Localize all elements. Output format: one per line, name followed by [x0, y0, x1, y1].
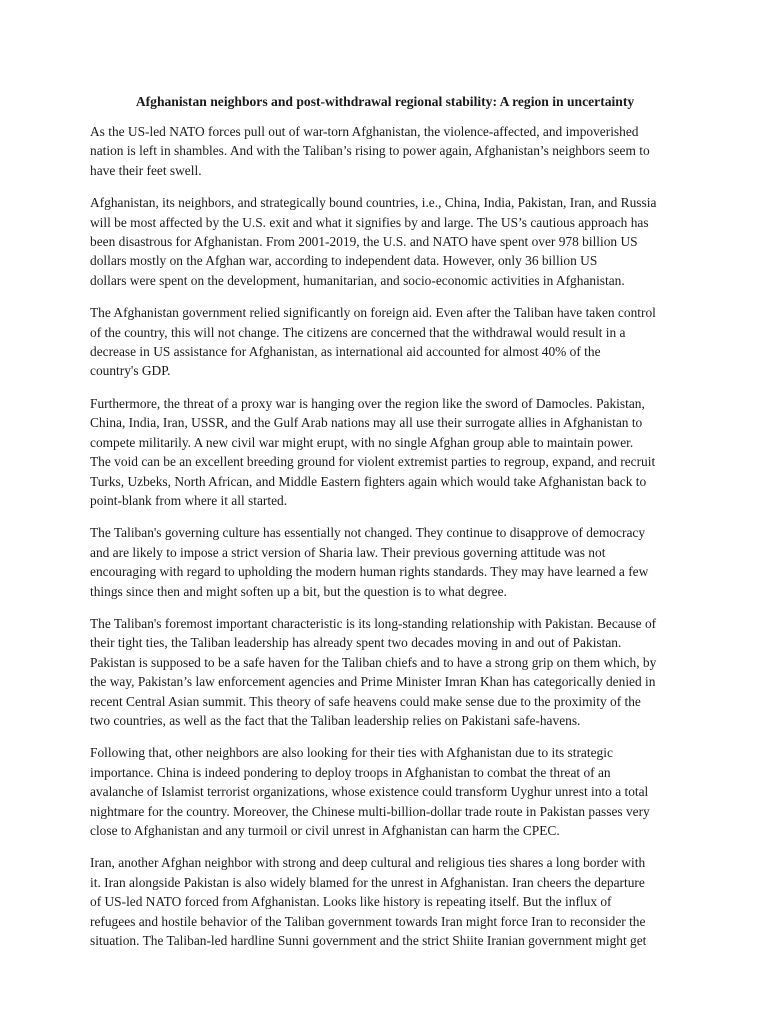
paragraph-8	[90, 853, 680, 950]
document-title: Afghanistan neighbors and post-withdrawal regional stability: A region in uncertainty	[135, 94, 635, 109]
text-line: The void can be an excellent breeding ground for violent extremist parties to regroup, expand, and recruit	[90, 454, 656, 470]
text-line: The Taliban's foremost important characteristic is its long-standing relationship with Pakistan. Because of	[90, 615, 657, 631]
text-line: decrease in US assistance for Afghanistan, as international aid accounted for almost 40% of the	[90, 344, 601, 360]
text-line: it. Iran alongside Pakistan is also widely blamed for the unrest in Afghanistan. Iran cheers the departure	[90, 874, 645, 890]
text-line: close to Afghanistan and any turmoil or civil unrest in Afghanistan can harm the CPEC.	[90, 823, 560, 838]
text-line: Pakistan is supposed to be a safe haven for the Taliban chiefs and to have a strong grip on them which, by	[90, 654, 657, 670]
text-line: Following that, other neighbors are also looking for their ties with Afghanistan due to its strategic	[90, 745, 613, 761]
text-line: The Taliban's governing culture has essentially not changed. They continue to disapprove of democracy	[90, 525, 646, 541]
paragraph-7	[90, 743, 680, 840]
text-line: China, India, Iran, USSR, and the Gulf Arab nations may all use their surrogate allies in Afghanistan to	[90, 415, 643, 431]
paragraph-2	[90, 193, 680, 290]
text-line: two countries, as well as the fact that the Taliban leadership relies on Pakistani safe-havens.	[90, 712, 581, 728]
text-line: country's GDP.	[90, 363, 171, 379]
text-line: of the country, this will not change. The citizens are concerned that the withdrawal would result in a	[90, 324, 626, 340]
text-line: compete militarily. A new civil war might erupt, with no single Afghan group able to maintain power.	[90, 434, 634, 450]
text-line: dollars mostly on the Afghan war, according to independent data. However, only 36 billion US	[90, 253, 598, 269]
text-line: and are likely to impose a strict version of Sharia law. Their previous governing attitude was not	[90, 544, 606, 560]
text-line: Furthermore, the threat of a proxy war is hanging over the region like the sword of Damocles. Pakistan,	[90, 395, 645, 411]
text-line: As the US-led NATO forces pull out of war-torn Afghanistan, the violence-affected, and impoverished	[90, 124, 639, 139]
text-line: Iran, another Afghan neighbor with strong and deep cultural and religious ties shares a long border with	[90, 855, 646, 871]
paragraph-3	[90, 303, 680, 381]
text-line: have their feet swell.	[90, 162, 202, 178]
text-line: point-blank from where it all started.	[90, 492, 288, 508]
text-line: been disastrous for Afghanistan. From 2001-2019, the U.S. and NATO have spent over 978 billion US	[90, 234, 638, 250]
document-page	[90, 92, 680, 963]
text-line: Afghanistan, its neighbors, and strategically bound countries, i.e., China, India, Pakistan, Iran, and Russia	[90, 195, 657, 211]
text-line: nightmare for the country. Moreover, the Chinese multi-billion-dollar trade route in Pakistan passes very	[90, 803, 650, 819]
text-line: importance. China is indeed pondering to deploy troops in Afghanistan to combat the threat of an	[90, 764, 611, 780]
text-line: The Afghanistan government relied significantly on foreign aid. Even after the Taliban have taken control	[90, 305, 656, 321]
text-line: things since then and might soften up a bit, but the question is to what degree.	[90, 583, 507, 599]
text-line: Turks, Uzbeks, North African, and Middle Eastern fighters again which would take Afghanistan back to	[90, 473, 647, 489]
text-line: the way, Pakistan’s law enforcement agencies and Prime Minister Imran Khan has categorically denied in	[90, 674, 656, 690]
text-line: their tight ties, the Taliban leadership has already spent two decades moving in and out of Pakistan.	[90, 635, 622, 651]
paragraph-5	[90, 523, 680, 601]
text-line: encouraging with regard to upholding the modern human rights standards. They may have learned a few	[90, 564, 649, 580]
text-line: recent Central Asian summit. This theory of safe heavens could make sense due to the proximity of the	[90, 693, 641, 709]
paragraph-1	[90, 122, 680, 180]
text-line: situation. The Taliban-led hardline Sunni government and the strict Shiite Iranian government might get	[90, 933, 647, 949]
paragraph-4	[90, 394, 680, 510]
text-line: dollars were spent on the development, humanitarian, and socio-economic activities in Afghanistan.	[90, 272, 625, 288]
text-line: avalanche of Islamist terrorist organizations, whose existence could transform Uyghur unrest into a total	[90, 784, 649, 800]
text-line: will be most affected by the U.S. exit and what it signifies by and large. The US’s cautious approach has	[90, 214, 649, 230]
text-line: refugees and hostile behavior of the Taliban government towards Iran might force Iran to reconsider the	[90, 913, 646, 929]
paragraph-6	[90, 614, 680, 730]
text-line: nation is left in shambles. And with the Taliban’s rising to power again, Afghanistan’s neighbors seem to	[90, 143, 650, 159]
text-line: of US-led NATO forced from Afghanistan. Looks like history is repeating itself. But the influx of	[90, 894, 612, 910]
